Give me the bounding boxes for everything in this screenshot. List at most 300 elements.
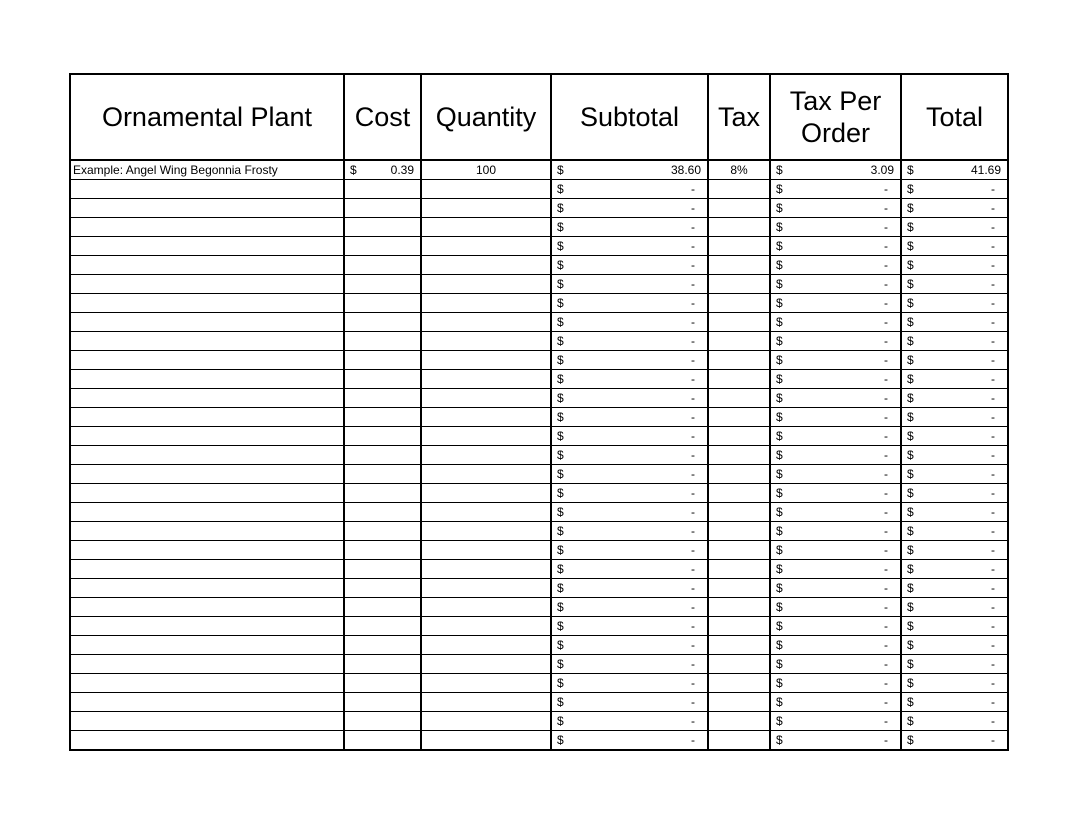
currency-symbol: $ (776, 429, 783, 443)
total-cell[interactable] (901, 427, 1008, 446)
cost-cell[interactable] (344, 465, 421, 484)
tax-per-order-cell[interactable] (770, 332, 901, 351)
plant-cell[interactable] (70, 617, 344, 636)
total-value: - (991, 372, 995, 386)
quantity-cell[interactable] (421, 408, 551, 427)
quantity-cell[interactable] (421, 351, 551, 370)
tax-per-order-cell[interactable] (770, 655, 901, 674)
subtotal-cell[interactable] (551, 579, 708, 598)
tax-cell[interactable] (708, 408, 770, 427)
quantity-cell[interactable] (421, 655, 551, 674)
currency-symbol: $ (776, 524, 783, 538)
quantity-cell[interactable] (421, 389, 551, 408)
tax-per-order-cell[interactable] (770, 674, 901, 693)
cost-cell[interactable] (344, 275, 421, 294)
currency-symbol: $ (557, 657, 564, 671)
quantity-cell[interactable] (421, 446, 551, 465)
quantity-cell[interactable] (421, 218, 551, 237)
total-cell[interactable] (901, 389, 1008, 408)
total-cell[interactable] (901, 484, 1008, 503)
plant-cell[interactable] (70, 522, 344, 541)
cost-cell[interactable] (344, 294, 421, 313)
tax-per-order-cell[interactable] (770, 541, 901, 560)
tax-cell[interactable] (708, 427, 770, 446)
total-cell[interactable] (901, 332, 1008, 351)
subtotal-cell[interactable] (551, 617, 708, 636)
currency-symbol: $ (907, 695, 914, 709)
header-total[interactable]: Total (901, 74, 1008, 160)
total-cell[interactable] (901, 560, 1008, 579)
tax-per-order-cell[interactable] (770, 180, 901, 199)
subtotal-cell[interactable] (551, 598, 708, 617)
plant-cell[interactable] (70, 731, 344, 751)
header-subtotal[interactable]: Subtotal (551, 74, 708, 160)
table-row (70, 294, 1008, 313)
subtotal-cell[interactable] (551, 218, 708, 237)
plant-cell[interactable] (70, 446, 344, 465)
quantity-cell[interactable] (421, 579, 551, 598)
example-subtotal-value: 38.60 (670, 163, 701, 177)
tax-per-order-cell[interactable] (770, 294, 901, 313)
tax-per-order-cell[interactable] (770, 617, 901, 636)
tax-per-order-value: - (884, 543, 888, 557)
subtotal-cell[interactable] (551, 370, 708, 389)
example-plant-cell[interactable]: Example: Angel Wing Begonnia Frosty (70, 160, 344, 180)
tax-cell[interactable] (708, 579, 770, 598)
total-value: - (991, 315, 995, 329)
header-tax[interactable]: Tax (708, 74, 770, 160)
currency-symbol: $ (557, 695, 564, 709)
tax-cell[interactable] (708, 674, 770, 693)
tax-cell[interactable] (708, 636, 770, 655)
plant-cell[interactable] (70, 693, 344, 712)
currency-symbol: $ (557, 505, 564, 519)
cost-cell[interactable] (344, 218, 421, 237)
tax-cell[interactable] (708, 655, 770, 674)
plant-cell[interactable] (70, 370, 344, 389)
plant-cell[interactable] (70, 313, 344, 332)
tax-per-order-cell[interactable] (770, 522, 901, 541)
total-cell[interactable] (901, 199, 1008, 218)
subtotal-value: - (691, 334, 695, 348)
header-tax-per-order-line1: Tax Per (789, 86, 882, 116)
quantity-cell[interactable] (421, 598, 551, 617)
quantity-cell[interactable] (421, 617, 551, 636)
subtotal-cell[interactable] (551, 465, 708, 484)
total-cell[interactable] (901, 655, 1008, 674)
cost-cell[interactable] (344, 579, 421, 598)
table-row (70, 655, 1008, 674)
tax-per-order-cell[interactable] (770, 199, 901, 218)
total-cell[interactable] (901, 313, 1008, 332)
subtotal-cell[interactable] (551, 351, 708, 370)
currency-symbol: $ (907, 182, 914, 196)
total-cell[interactable] (901, 446, 1008, 465)
currency-symbol: $ (776, 277, 783, 291)
tax-per-order-cell[interactable] (770, 408, 901, 427)
quantity-cell[interactable] (421, 484, 551, 503)
subtotal-cell[interactable] (551, 636, 708, 655)
currency-symbol: $ (776, 695, 783, 709)
plant-cell[interactable] (70, 180, 344, 199)
subtotal-value: - (691, 543, 695, 557)
currency-symbol: $ (907, 486, 914, 500)
currency-symbol: $ (776, 657, 783, 671)
currency-symbol: $ (776, 201, 783, 215)
currency-symbol: $ (907, 239, 914, 253)
total-cell[interactable] (901, 275, 1008, 294)
cost-cell[interactable] (344, 427, 421, 446)
subtotal-cell[interactable] (551, 693, 708, 712)
example-quantity-cell[interactable]: 100 (421, 160, 551, 180)
plant-cell[interactable] (70, 712, 344, 731)
quantity-cell[interactable] (421, 636, 551, 655)
subtotal-cell[interactable] (551, 503, 708, 522)
subtotal-cell[interactable] (551, 408, 708, 427)
currency-symbol: $ (776, 353, 783, 367)
subtotal-value: - (691, 315, 695, 329)
plant-cell[interactable] (70, 389, 344, 408)
table-row (70, 541, 1008, 560)
tax-cell[interactable] (708, 199, 770, 218)
tax-per-order-cell[interactable] (770, 237, 901, 256)
total-cell[interactable] (901, 256, 1008, 275)
currency-symbol: $ (557, 619, 564, 633)
plant-cell[interactable] (70, 332, 344, 351)
tax-per-order-cell[interactable] (770, 446, 901, 465)
currency-symbol: $ (907, 581, 914, 595)
tax-cell[interactable] (708, 237, 770, 256)
cost-cell[interactable] (344, 313, 421, 332)
subtotal-value: - (691, 638, 695, 652)
header-tax-per-order-line2: Order (800, 118, 871, 148)
quantity-cell[interactable] (421, 427, 551, 446)
total-cell[interactable] (901, 617, 1008, 636)
example-total-cell[interactable] (901, 160, 1008, 180)
tax-per-order-cell[interactable] (770, 579, 901, 598)
cost-cell[interactable] (344, 351, 421, 370)
total-cell[interactable] (901, 579, 1008, 598)
header-cost[interactable]: Cost (344, 74, 421, 160)
tax-per-order-cell[interactable] (770, 370, 901, 389)
total-cell[interactable] (901, 370, 1008, 389)
quantity-cell[interactable] (421, 370, 551, 389)
total-value: - (991, 486, 995, 500)
quantity-cell[interactable] (421, 237, 551, 256)
subtotal-cell[interactable] (551, 237, 708, 256)
cost-cell[interactable] (344, 180, 421, 199)
total-cell[interactable] (901, 693, 1008, 712)
cost-cell[interactable] (344, 370, 421, 389)
total-cell[interactable] (901, 712, 1008, 731)
cost-cell[interactable] (344, 598, 421, 617)
cost-cell[interactable] (344, 522, 421, 541)
subtotal-cell[interactable] (551, 446, 708, 465)
plant-cell[interactable] (70, 674, 344, 693)
tax-per-order-cell[interactable] (770, 636, 901, 655)
cost-cell[interactable] (344, 484, 421, 503)
cost-cell[interactable] (344, 237, 421, 256)
subtotal-cell[interactable] (551, 389, 708, 408)
plant-cell[interactable] (70, 484, 344, 503)
subtotal-cell[interactable] (551, 275, 708, 294)
tax-per-order-value: - (884, 353, 888, 367)
cost-cell[interactable] (344, 503, 421, 522)
tax-cell[interactable] (708, 465, 770, 484)
currency-symbol: $ (907, 201, 914, 215)
tax-cell[interactable] (708, 294, 770, 313)
tax-per-order-cell[interactable] (770, 218, 901, 237)
cost-cell[interactable] (344, 408, 421, 427)
subtotal-value: - (691, 239, 695, 253)
currency-symbol: $ (907, 600, 914, 614)
total-cell[interactable] (901, 180, 1008, 199)
currency-symbol: $ (776, 258, 783, 272)
tax-cell[interactable] (708, 389, 770, 408)
currency-symbol: $ (557, 372, 564, 386)
total-value: - (991, 714, 995, 728)
plant-cell[interactable] (70, 598, 344, 617)
plant-cell[interactable] (70, 408, 344, 427)
cost-cell[interactable] (344, 693, 421, 712)
currency-symbol: $ (907, 334, 914, 348)
subtotal-cell[interactable] (551, 180, 708, 199)
tax-cell[interactable] (708, 617, 770, 636)
total-value: - (991, 543, 995, 557)
tax-cell[interactable] (708, 484, 770, 503)
tax-cell[interactable] (708, 256, 770, 275)
total-cell[interactable] (901, 503, 1008, 522)
currency-symbol: $ (557, 676, 564, 690)
example-subtotal-cell[interactable] (551, 160, 708, 180)
tax-per-order-cell[interactable] (770, 693, 901, 712)
subtotal-cell[interactable] (551, 560, 708, 579)
plant-cell[interactable] (70, 237, 344, 256)
total-cell[interactable] (901, 237, 1008, 256)
currency-symbol: $ (776, 163, 783, 177)
tax-cell[interactable] (708, 560, 770, 579)
plant-cell[interactable] (70, 275, 344, 294)
currency-symbol: $ (776, 315, 783, 329)
cost-cell[interactable] (344, 617, 421, 636)
currency-symbol: $ (557, 296, 564, 310)
example-cost-cell[interactable] (344, 160, 421, 180)
tax-per-order-value: - (884, 429, 888, 443)
table-row (70, 465, 1008, 484)
plant-cell[interactable] (70, 256, 344, 275)
plant-cell[interactable] (70, 218, 344, 237)
plant-cell[interactable] (70, 636, 344, 655)
total-value: - (991, 182, 995, 196)
plant-cell[interactable] (70, 655, 344, 674)
currency-symbol: $ (557, 410, 564, 424)
total-cell[interactable] (901, 294, 1008, 313)
quantity-cell[interactable] (421, 731, 551, 751)
cost-cell[interactable] (344, 541, 421, 560)
cost-cell[interactable] (344, 712, 421, 731)
tax-per-order-cell[interactable] (770, 275, 901, 294)
tax-per-order-cell[interactable] (770, 465, 901, 484)
total-value: - (991, 239, 995, 253)
total-cell[interactable] (901, 731, 1008, 751)
currency-symbol: $ (907, 543, 914, 557)
tax-cell[interactable] (708, 313, 770, 332)
quantity-cell[interactable] (421, 180, 551, 199)
tax-per-order-value: - (884, 562, 888, 576)
plant-cell[interactable] (70, 541, 344, 560)
subtotal-cell[interactable] (551, 427, 708, 446)
tax-per-order-cell[interactable] (770, 351, 901, 370)
currency-symbol: $ (776, 410, 783, 424)
currency-symbol: $ (907, 372, 914, 386)
quantity-cell[interactable] (421, 522, 551, 541)
quantity-cell[interactable] (421, 693, 551, 712)
cost-cell[interactable] (344, 636, 421, 655)
quantity-cell[interactable] (421, 294, 551, 313)
example-tax-per-order-cell[interactable] (770, 160, 901, 180)
currency-symbol: $ (776, 581, 783, 595)
total-cell[interactable] (901, 541, 1008, 560)
currency-symbol: $ (776, 391, 783, 405)
currency-symbol: $ (907, 619, 914, 633)
tax-per-order-cell[interactable] (770, 560, 901, 579)
quantity-cell[interactable] (421, 712, 551, 731)
tax-cell[interactable] (708, 446, 770, 465)
tax-per-order-cell[interactable] (770, 503, 901, 522)
subtotal-cell[interactable] (551, 256, 708, 275)
currency-symbol: $ (776, 714, 783, 728)
subtotal-cell[interactable] (551, 655, 708, 674)
total-cell[interactable] (901, 465, 1008, 484)
currency-symbol: $ (776, 467, 783, 481)
subtotal-cell[interactable] (551, 294, 708, 313)
tax-per-order-cell[interactable] (770, 731, 901, 751)
total-cell[interactable] (901, 351, 1008, 370)
total-cell[interactable] (901, 408, 1008, 427)
subtotal-value: - (691, 505, 695, 519)
quantity-cell[interactable] (421, 541, 551, 560)
total-value: - (991, 676, 995, 690)
tax-per-order-value: - (884, 657, 888, 671)
tax-per-order-cell[interactable] (770, 389, 901, 408)
currency-symbol: $ (907, 163, 914, 177)
tax-cell[interactable] (708, 370, 770, 389)
header-quantity[interactable]: Quantity (421, 74, 551, 160)
cost-cell[interactable] (344, 731, 421, 751)
total-cell[interactable] (901, 674, 1008, 693)
subtotal-value: - (691, 657, 695, 671)
subtotal-cell[interactable] (551, 731, 708, 751)
tax-cell[interactable] (708, 218, 770, 237)
quantity-cell[interactable] (421, 275, 551, 294)
subtotal-cell[interactable] (551, 674, 708, 693)
subtotal-cell[interactable] (551, 332, 708, 351)
header-row (70, 74, 1008, 160)
tax-cell[interactable] (708, 712, 770, 731)
plant-cell[interactable] (70, 294, 344, 313)
tax-cell[interactable] (708, 180, 770, 199)
cost-cell[interactable] (344, 256, 421, 275)
total-cell[interactable] (901, 598, 1008, 617)
tax-per-order-cell[interactable] (770, 313, 901, 332)
cost-cell[interactable] (344, 446, 421, 465)
tax-cell[interactable] (708, 275, 770, 294)
tax-per-order-value: - (884, 239, 888, 253)
quantity-cell[interactable] (421, 256, 551, 275)
tax-cell[interactable] (708, 598, 770, 617)
subtotal-cell[interactable] (551, 199, 708, 218)
cost-cell[interactable] (344, 655, 421, 674)
plant-cell[interactable] (70, 465, 344, 484)
total-cell[interactable] (901, 522, 1008, 541)
example-tax-cell[interactable]: 8% (708, 160, 770, 180)
total-value: - (991, 505, 995, 519)
plant-cell[interactable] (70, 199, 344, 218)
subtotal-cell[interactable] (551, 313, 708, 332)
cost-cell[interactable] (344, 332, 421, 351)
subtotal-cell[interactable] (551, 712, 708, 731)
cost-cell[interactable] (344, 389, 421, 408)
plant-cell[interactable] (70, 579, 344, 598)
quantity-cell[interactable] (421, 199, 551, 218)
tax-cell[interactable] (708, 503, 770, 522)
tax-cell[interactable] (708, 351, 770, 370)
plant-cell[interactable] (70, 503, 344, 522)
total-value: - (991, 638, 995, 652)
tax-cell[interactable] (708, 731, 770, 751)
quantity-cell[interactable] (421, 503, 551, 522)
quantity-cell[interactable] (421, 465, 551, 484)
currency-symbol: $ (776, 239, 783, 253)
quantity-cell[interactable] (421, 560, 551, 579)
tax-per-order-value: - (884, 676, 888, 690)
plant-cell[interactable] (70, 560, 344, 579)
subtotal-cell[interactable] (551, 541, 708, 560)
tax-per-order-cell[interactable] (770, 427, 901, 446)
plant-cell[interactable] (70, 351, 344, 370)
tax-cell[interactable] (708, 693, 770, 712)
currency-symbol: $ (557, 239, 564, 253)
tax-per-order-value: - (884, 600, 888, 614)
total-cell[interactable] (901, 636, 1008, 655)
cost-cell[interactable] (344, 560, 421, 579)
plant-cell[interactable] (70, 427, 344, 446)
tax-per-order-cell[interactable] (770, 598, 901, 617)
header-tax-per-order[interactable] (770, 74, 901, 160)
total-cell[interactable] (901, 218, 1008, 237)
cost-cell[interactable] (344, 674, 421, 693)
cost-cell[interactable] (344, 199, 421, 218)
total-value: - (991, 220, 995, 234)
tax-cell[interactable] (708, 541, 770, 560)
quantity-cell[interactable] (421, 674, 551, 693)
total-value: - (991, 391, 995, 405)
subtotal-cell[interactable] (551, 484, 708, 503)
currency-symbol: $ (776, 486, 783, 500)
tax-per-order-cell[interactable] (770, 484, 901, 503)
tax-per-order-cell[interactable] (770, 712, 901, 731)
tax-cell[interactable] (708, 332, 770, 351)
quantity-cell[interactable] (421, 313, 551, 332)
header-ornamental-plant[interactable]: Ornamental Plant (70, 74, 344, 160)
currency-symbol: $ (776, 733, 783, 747)
quantity-cell[interactable] (421, 332, 551, 351)
tax-per-order-cell[interactable] (770, 256, 901, 275)
subtotal-cell[interactable] (551, 522, 708, 541)
tax-cell[interactable] (708, 522, 770, 541)
currency-symbol: $ (557, 201, 564, 215)
table-row (70, 370, 1008, 389)
